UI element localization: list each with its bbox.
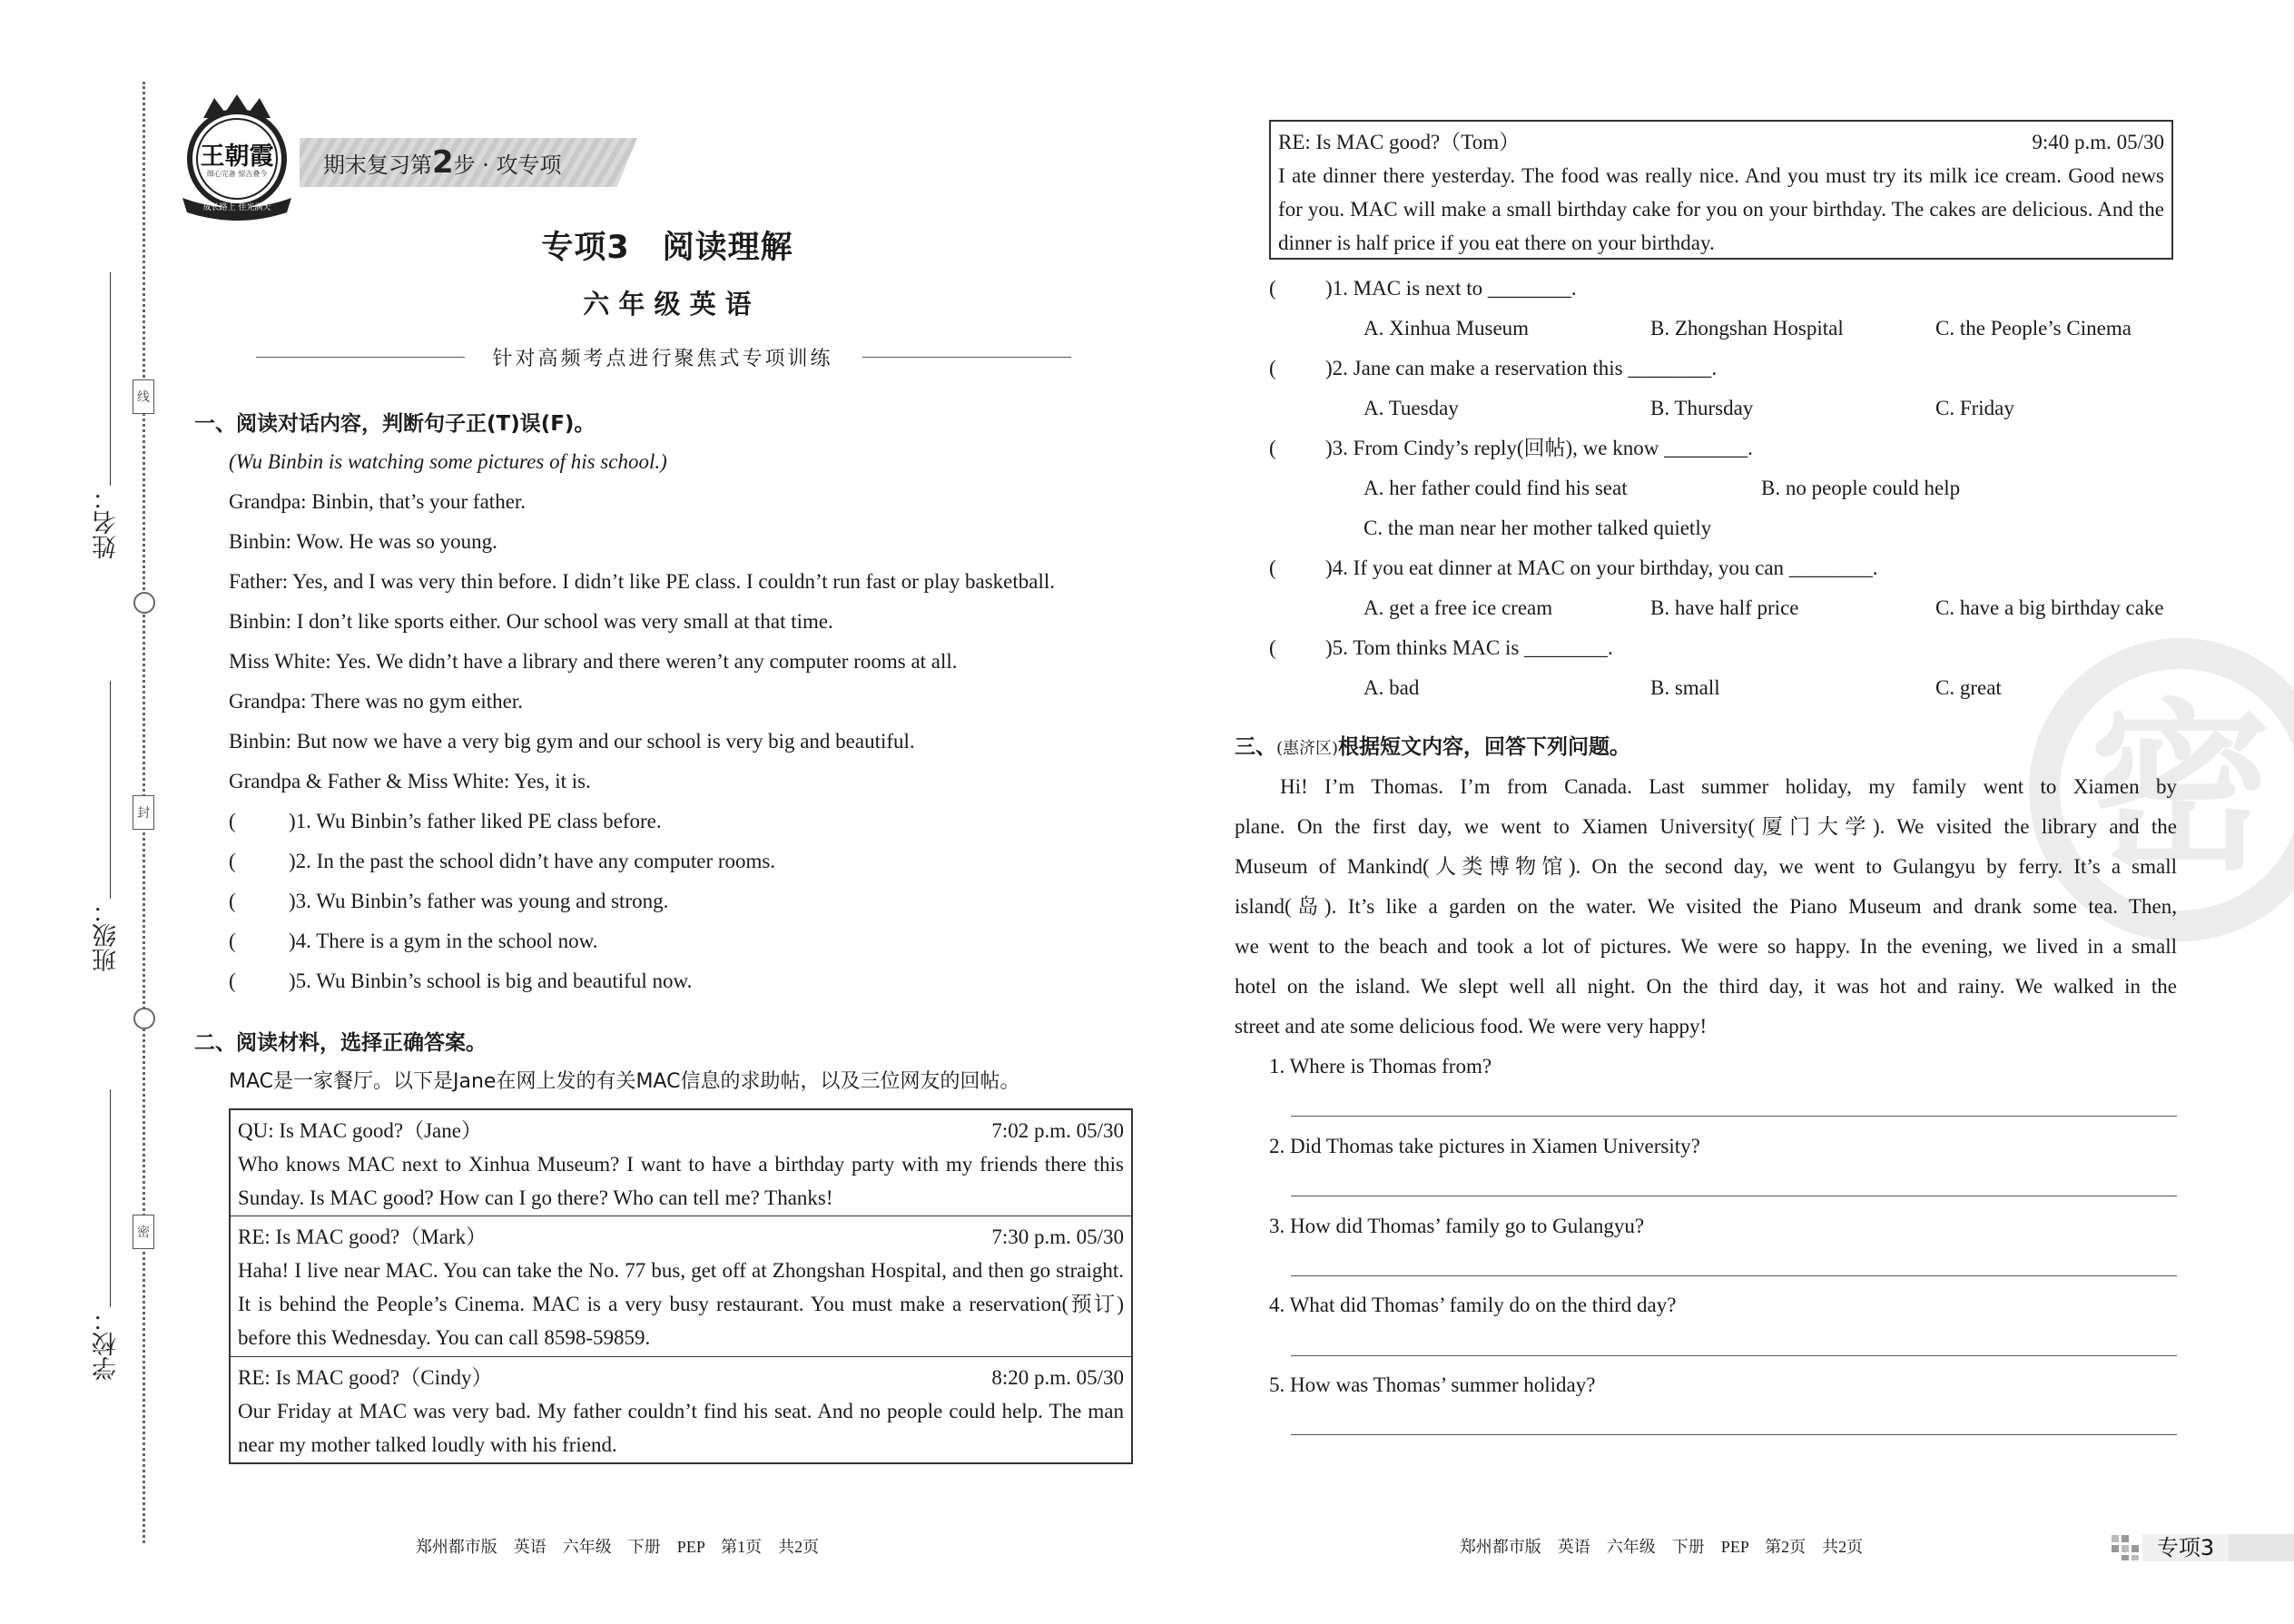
option-a[interactable]: A. her father could find his seat <box>1364 477 1628 499</box>
section2-intro: MAC是一家餐厅。以下是Jane在网上发的有关MAC信息的求助帖，以及三位网友的回帖。 <box>229 1070 1020 1093</box>
binding-circle-2 <box>133 1008 155 1029</box>
post-body: Who knows MAC next to Xinhua Museum? I want to have a birthday party with my friends there this Sunday. Is MAC good? How can I go there? Who can tell me? Thanks! <box>238 1153 1124 1209</box>
section2-heading: 二、阅读材料，选择正确答案。 <box>194 1031 487 1055</box>
dialogue-line: Binbin: Wow. He was so young. <box>229 530 497 553</box>
option-b[interactable]: B. small <box>1650 676 1720 699</box>
tf-question[interactable]: ( )1. Wu Binbin’s father liked PE class before. <box>229 810 662 832</box>
tagline: 针对高频考点进行聚焦式专项训练 <box>492 347 833 369</box>
open-question: 2. Did Thomas take pictures in Xiamen University? <box>1269 1135 1700 1157</box>
dialogue-line: Grandpa: There was no gym either. <box>229 690 524 713</box>
section1-intro: (Wu Binbin is watching some pictures of his school.) <box>229 450 667 473</box>
section1-questions <box>229 802 775 1001</box>
class-field[interactable] <box>110 681 111 899</box>
footer-tag-strip <box>2229 1534 2294 1561</box>
tf-question[interactable]: ( )2. In the past the school didn’t have any computer rooms. <box>229 850 776 872</box>
footer-tag-pattern-icon <box>2112 1535 2139 1560</box>
tom-post-box <box>1269 120 2173 260</box>
passage-line: Museum of Mankind(人类博物馆). On the second day, we went to Gulangyu by ferry. It’s a small <box>1235 855 2177 878</box>
class-label: 班级： <box>93 899 121 972</box>
option-c[interactable]: C. the man near her mother talked quietly <box>1364 517 1712 539</box>
post-time: 9:40 p.m. 05/30 <box>2032 131 2164 153</box>
dialogue-line: Grandpa & Father & Miss White: Yes, it is. <box>229 770 591 792</box>
option-b[interactable]: B. Thursday <box>1650 397 1754 419</box>
mc-options <box>1269 588 2186 628</box>
mc-options <box>1269 468 2186 508</box>
page-subtitle: 六 年 级 英 语 <box>583 289 752 320</box>
dialogue-line: Miss White: Yes. We didn’t have a library and there weren’t any computer rooms at all. <box>229 650 958 673</box>
dialogue-line: Binbin: I don’t like sports either. Our school was very small at that time. <box>229 610 833 633</box>
page-title: 专项3 阅读理解 <box>541 230 793 266</box>
school-label: 学校： <box>93 1307 121 1381</box>
open-question: 4. What did Thomas’ family do on the third day? <box>1269 1294 1677 1316</box>
dialogue-line: Grandpa: Binbin, that’s your father. <box>229 490 527 513</box>
option-b[interactable]: B. Zhongshan Hospital <box>1650 317 1844 340</box>
forum-post <box>231 1357 1131 1465</box>
tf-question[interactable]: ( )4. There is a gym in the school now. <box>229 930 598 952</box>
binding-mark-2: 封 <box>133 795 154 830</box>
section3-heading: 三、(惠济区)根据短文内容，回答下列问题。 <box>1235 735 1631 759</box>
answer-line[interactable] <box>1291 1355 2177 1356</box>
mc-options <box>1269 389 2186 428</box>
option-a[interactable]: A. bad <box>1364 676 1420 699</box>
brand-logo <box>178 91 296 227</box>
passage-line: plane. On the first day, we went to Xiamen University(厦门大学). We visited the library and the <box>1235 815 2177 838</box>
option-c[interactable]: C. have a big birthday cake <box>1935 596 2164 619</box>
forum-post <box>231 1216 1131 1356</box>
binding-mark-3: 密 <box>133 1215 154 1249</box>
option-a[interactable]: A. Tuesday <box>1364 397 1459 419</box>
passage-line: Hi! I’m Thomas. I’m from Canada. Last summer holiday, my family went to Xiamen by <box>1280 775 2177 798</box>
tf-question[interactable]: ( )5. Wu Binbin’s school is big and beautiful now. <box>229 969 693 992</box>
post-body: Our Friday at MAC was very bad. My father couldn’t find his seat. And no people could help. The man near my mother talked loudly with his friend. <box>238 1400 1124 1456</box>
binding-circle-1 <box>133 592 155 614</box>
mc-question[interactable]: ( )1. MAC is next to ________. <box>1269 277 1577 300</box>
option-a[interactable]: A. get a free ice cream <box>1364 596 1553 619</box>
school-field[interactable] <box>110 1089 111 1307</box>
passage-line: street and ate some delicious food. We were very happy! <box>1235 1015 1708 1038</box>
footer-right: 郑州都市版 英语 六年级 下册 PEP 第2页 共2页 <box>1459 1538 1864 1556</box>
post-body: I ate dinner there yesterday. The food was really nice. And you must try its milk ice cream. Good news for you. MAC will make a small birthday cake for you on your birthday. The cakes are delicious. And the dinner is half price if you eat there on your birthday. <box>1278 164 2164 254</box>
post-title: QU: Is MAC good?（Jane） <box>238 1119 482 1142</box>
forum-post <box>231 1110 1131 1216</box>
forum-post <box>1271 122 2171 263</box>
post-time: 7:30 p.m. 05/30 <box>991 1225 1124 1248</box>
option-b[interactable]: B. no people could help <box>1761 477 1961 499</box>
open-question: 5. How was Thomas’ summer holiday? <box>1269 1373 1596 1396</box>
post-title: RE: Is MAC good?（Tom） <box>1278 131 1521 153</box>
option-b[interactable]: B. have half price <box>1650 596 1799 619</box>
passage-line: hotel on the island. We slept well all night. On the third day, it was hot and rainy. We walked in the <box>1235 975 2177 998</box>
post-title: RE: Is MAC good?（Mark） <box>238 1225 487 1248</box>
tagline-rule-left <box>256 357 465 358</box>
post-title: RE: Is MAC good?（Cindy） <box>238 1366 493 1389</box>
brand-name: 王朝霞 <box>200 143 274 171</box>
option-c[interactable]: C. the People’s Cinema <box>1935 317 2132 340</box>
post-time: 7:02 p.m. 05/30 <box>991 1119 1124 1142</box>
option-c[interactable]: C. Friday <box>1935 397 2014 419</box>
mc-question[interactable]: ( )3. From Cindy’s reply(回帖), we know ________. <box>1269 437 1753 459</box>
mc-question[interactable]: ( )4. If you eat dinner at MAC on your birthday, you can ________. <box>1269 556 1878 579</box>
tf-question[interactable]: ( )3. Wu Binbin’s father was young and strong. <box>229 890 669 912</box>
passage-line: island(岛). It’s like a garden on the water. We visited the Piano Museum and drank some tea. Then, <box>1235 895 2177 918</box>
footer-tag <box>2142 1534 2229 1561</box>
open-question: 1. Where is Thomas from? <box>1269 1055 1492 1078</box>
section3-passage <box>1235 767 2177 1047</box>
brand-slogan: 细心完备 惊古叠今 <box>206 170 268 178</box>
mc-options <box>1269 309 2186 349</box>
step-banner-text: 期末复习第2步 · 攻专项 <box>323 144 562 181</box>
brand-ribbon: 成长路上 佳光满天 <box>202 203 271 212</box>
name-label: 姓名： <box>93 486 121 559</box>
footer-left: 郑州都市版 英语 六年级 下册 PEP 第1页 共2页 <box>415 1538 820 1556</box>
section1-dialogue <box>229 482 1055 802</box>
mc-options <box>1269 508 2186 548</box>
section1-heading: 一、阅读对话内容，判断句子正(T)误(F)。 <box>194 412 596 436</box>
mc-question[interactable]: ( )5. Tom thinks MAC is ________. <box>1269 636 1613 659</box>
dialogue-line: Binbin: But now we have a very big gym and our school is very big and beautiful. <box>229 730 915 753</box>
name-field[interactable] <box>110 272 111 486</box>
open-question: 3. How did Thomas’ family go to Gulangyu? <box>1269 1215 1645 1237</box>
answer-line[interactable] <box>1291 1116 2177 1117</box>
option-a[interactable]: A. Xinhua Museum <box>1364 317 1530 340</box>
answer-line[interactable] <box>1291 1275 2177 1276</box>
answer-line[interactable] <box>1291 1434 2177 1435</box>
binding-mark-1: 线 <box>133 379 154 414</box>
tagline-rule-right <box>862 357 1071 358</box>
mc-question[interactable]: ( )2. Jane can make a reservation this ________. <box>1269 357 1718 379</box>
post-body: Haha! I live near MAC. You can take the No. 77 bus, get off at Zhongshan Hospital, and then go straight. It is behind the People’s Cinema. MAC is a very busy restaurant. You must make a reservation(预订) before this Wednesday. You can call 8598-59859. <box>238 1259 1124 1349</box>
option-c[interactable]: C. great <box>1935 676 2002 699</box>
footer-tag-label: 专项3 <box>2156 1535 2215 1560</box>
passage-line: we went to the beach and took a lot of pictures. We were so happy. In the evening, we lived in a small <box>1235 935 2177 958</box>
forum-posts-box <box>229 1108 1133 1464</box>
post-time: 8:20 p.m. 05/30 <box>991 1366 1124 1389</box>
watermark-char: 密 <box>2089 684 2271 895</box>
dialogue-line: Father: Yes, and I was very thin before. I didn’t like PE class. I couldn’t run fast or play basketball. <box>229 570 1056 593</box>
